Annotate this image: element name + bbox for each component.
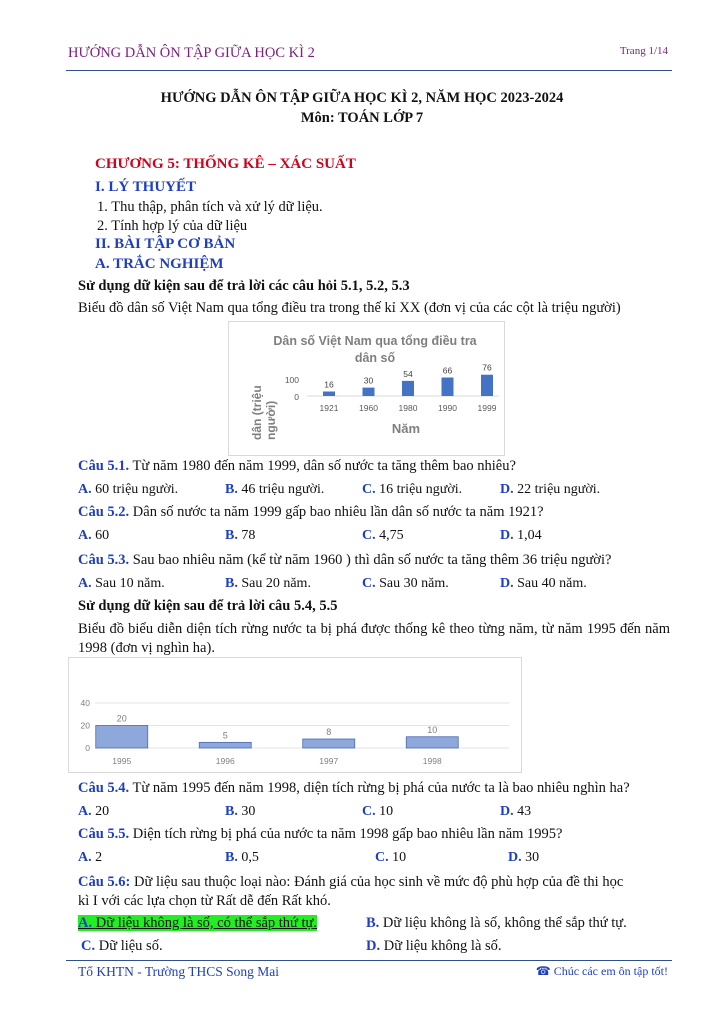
q55-option-b-label: B.	[225, 850, 238, 865]
q53-option-d-label: D.	[500, 576, 514, 591]
footer-divider	[66, 960, 672, 961]
q53-option-b[interactable]	[225, 576, 311, 592]
chart1-bar-1980	[402, 381, 414, 396]
question-5-1-text: Từ năm 1980 đến năm 1999, dân số nước ta tăng thêm bao nhiêu?	[132, 458, 516, 474]
chart2-ytick-40: 40	[80, 698, 90, 708]
page-number: Trang 1/14	[619, 45, 668, 57]
question-5-5-text: Diện tích rừng bị phá của nước ta năm 1998 gấp bao nhiêu lần năm 1995?	[132, 826, 563, 842]
chart1-title-line1: Dân số Việt Nam qua tổng điều tra	[273, 334, 477, 348]
question-5-2	[78, 504, 544, 521]
chart2-bar-1995	[96, 726, 148, 749]
chart1-ylabel-line2: người)	[264, 400, 278, 440]
document-title: HƯỚNG DẪN ÔN TẬP GIỮA HỌC KÌ 2, NĂM HỌC 2023-2024	[160, 90, 564, 106]
chart2-xtick-1995: 1995	[112, 756, 132, 766]
q51-option-d[interactable]	[500, 482, 600, 498]
chart2-value-label-1997: 8	[326, 727, 332, 737]
q55-option-b-text: 0,5	[241, 850, 259, 865]
q55-option-c[interactable]	[375, 850, 406, 866]
theory-item-1: 1. Thu thập, phân tích và xử lý dữ liệu.	[97, 199, 323, 215]
q54-option-c-text: 10	[379, 804, 394, 819]
q53-option-c[interactable]	[362, 576, 449, 592]
question-5-6-text-2: kì I với các lựa chọn từ Rất dễ đến Rất khó.	[78, 893, 331, 909]
chart2-bar-1997	[303, 739, 355, 748]
q56-option-b-text: Dữ liệu không là số, không thể sắp thứ tự.	[382, 915, 627, 931]
chart1-value-label-1980: 54	[403, 368, 413, 379]
q51-option-a[interactable]	[78, 482, 178, 498]
q51-option-a-label: A.	[78, 482, 92, 497]
q52-option-b[interactable]	[225, 528, 255, 544]
chart1-ytick-0: 0	[294, 392, 299, 402]
q54-option-d-text: 43	[517, 804, 532, 819]
q52-option-a-label: A.	[78, 528, 92, 543]
chart1-value-label-1999: 76	[482, 362, 492, 373]
chart1-xtick-1999: 1999	[477, 403, 497, 413]
q52-option-b-label: B.	[225, 528, 238, 543]
q52-option-d-label: D.	[500, 528, 514, 543]
header-title: HƯỚNG DẪN ÔN TẬP GIỮA HỌC KÌ 2	[68, 45, 315, 61]
question-5-6	[78, 874, 623, 891]
q56-option-d[interactable]	[366, 938, 502, 955]
chart1-bar-1921	[323, 392, 335, 396]
chart1-ylabel-line1: dân (triệu	[250, 385, 264, 440]
question-5-5	[78, 826, 562, 843]
section-exercises: II. BÀI TẬP CƠ BẢN	[95, 236, 236, 252]
chart1-xlabel: Năm	[391, 421, 421, 436]
q52-option-c[interactable]	[362, 528, 404, 544]
question-5-3	[78, 552, 611, 569]
q53-option-a[interactable]	[78, 576, 165, 592]
question-5-3-text: Sau bao nhiêu năm (kể từ năm 1960 ) thì dân số nước ta tăng thêm 36 triệu người?	[132, 552, 612, 568]
q56-option-b[interactable]	[366, 915, 627, 932]
chart2-xtick-1997: 1997	[319, 756, 339, 766]
chapter-heading: CHƯƠNG 5: THỐNG KÊ – XÁC SUẤT	[95, 156, 356, 172]
deforestation-chart	[68, 657, 522, 773]
q52-option-d[interactable]	[500, 528, 542, 544]
population-chart	[228, 321, 505, 456]
chart1-xtick-1960: 1960	[359, 403, 378, 413]
q54-option-b-text: 30	[241, 804, 256, 819]
desc-chart-1: Biểu đồ dân số Việt Nam qua tổng điều tra trong thế kỉ XX (đơn vị của các cột là triệu người)	[78, 300, 621, 316]
q55-option-c-label: C.	[375, 850, 389, 865]
chart2-value-label-1998: 10	[427, 724, 438, 735]
q56-option-c-label: C.	[81, 938, 96, 954]
q51-option-c-text: 16 triệu người.	[379, 482, 463, 497]
question-5-4	[78, 780, 630, 797]
q54-option-d-label: D.	[500, 804, 514, 819]
q55-option-d-text: 30	[525, 850, 540, 865]
intro-5-4: Sử dụng dữ kiện sau để trả lời câu 5.4, 5.5	[78, 598, 338, 614]
chart1-bar-1960	[363, 388, 375, 396]
q54-option-b-label: B.	[225, 804, 238, 819]
question-5-6-text: Dữ liệu sau thuộc loại nào: Đánh giá của học sinh về mức độ phù hợp của đề thi học	[134, 874, 624, 890]
q51-option-b-label: B.	[225, 482, 238, 497]
q55-option-d-label: D.	[508, 850, 522, 865]
question-5-4-label: Câu 5.4.	[78, 780, 130, 796]
q52-option-a-text: 60	[95, 528, 110, 543]
chart2-bar-1998	[406, 737, 458, 748]
question-5-3-label: Câu 5.3.	[78, 552, 130, 568]
chart1-ytick-100: 100	[284, 375, 299, 385]
q56-option-d-text: Dữ liệu không là số.	[383, 938, 502, 954]
chart1-value-label-1921: 16	[324, 379, 334, 390]
chart1-xtick-1980: 1980	[398, 403, 418, 413]
q55-option-a-text: 2	[95, 850, 103, 865]
section-multiple-choice: A. TRẮC NGHIỆM	[95, 256, 224, 272]
q51-option-a-text: 60 triệu người.	[95, 482, 179, 497]
footer-school: Tổ KHTN - Trường THCS Song Mai	[78, 964, 279, 979]
q52-option-c-label: C.	[362, 528, 376, 543]
q53-option-d[interactable]	[500, 576, 587, 592]
chart2-bar-1996	[199, 742, 251, 748]
q55-option-d[interactable]	[508, 850, 539, 866]
q53-option-c-label: C.	[362, 576, 376, 591]
chart1-value-label-1990: 66	[442, 365, 453, 376]
q51-option-d-text: 22 triệu người.	[517, 482, 601, 497]
chart1-value-label-1960: 30	[363, 375, 374, 386]
q54-option-a-label: A.	[78, 804, 92, 819]
question-5-1-label: Câu 5.1.	[78, 458, 130, 474]
chart2-xtick-1998: 1998	[422, 756, 442, 766]
q56-option-d-label: D.	[366, 938, 381, 954]
q54-option-a-text: 20	[95, 804, 110, 819]
population-chart-svg	[229, 322, 504, 455]
q54-option-a[interactable]	[78, 804, 109, 820]
q51-option-c[interactable]	[362, 482, 462, 498]
q56-option-c-text: Dữ liệu số.	[98, 938, 163, 954]
question-5-5-label: Câu 5.5.	[78, 826, 130, 842]
deforestation-chart-svg	[69, 658, 521, 772]
q54-option-c-label: C.	[362, 804, 376, 819]
chart1-xtick-1990: 1990	[438, 403, 457, 413]
q55-option-a[interactable]	[78, 850, 102, 866]
q56-option-a-label: A.	[78, 915, 93, 931]
q51-option-c-label: C.	[362, 482, 376, 497]
header-divider	[66, 70, 672, 71]
q54-option-b[interactable]	[225, 804, 255, 820]
q55-option-a-label: A.	[78, 850, 92, 865]
chart2-value-label-1995: 20	[116, 713, 127, 724]
q55-option-b[interactable]	[225, 850, 259, 866]
intro-5-1: Sử dụng dữ kiện sau để trả lời các câu hỏi 5.1, 5.2, 5.3	[78, 278, 410, 294]
q53-option-b-text: Sau 20 năm.	[241, 576, 311, 591]
q52-option-d-text: 1,04	[517, 528, 542, 543]
q53-option-b-label: B.	[225, 576, 238, 591]
chart2-ytick-0: 0	[85, 743, 90, 753]
q54-option-c[interactable]	[362, 804, 393, 820]
q51-option-b[interactable]	[225, 482, 324, 498]
question-5-2-label: Câu 5.2.	[78, 504, 130, 520]
chart1-xtick-1921: 1921	[319, 403, 339, 413]
q52-option-c-text: 4,75	[379, 528, 404, 543]
q53-option-d-text: Sau 40 năm.	[517, 576, 587, 591]
q53-option-c-text: Sau 30 năm.	[379, 576, 449, 591]
document-subject: Môn: TOÁN LỚP 7	[300, 110, 424, 126]
desc-chart-2: Biểu đồ biểu diễn diện tích rừng nước ta bị phá được thống kê theo từng năm, từ năm 1995 đến năm 1998 (đơn vị nghìn ha).	[78, 621, 670, 656]
q52-option-a[interactable]	[78, 528, 109, 544]
theory-item-2: 2. Tính hợp lý của dữ liệu	[97, 218, 248, 234]
question-5-6-label: Câu 5.6:	[78, 874, 131, 890]
question-5-4-text: Từ năm 1995 đến năm 1998, diện tích rừng bị phá của nước ta là bao nhiêu nghìn ha?	[132, 780, 630, 796]
chart2-value-label-1996: 5	[222, 730, 228, 741]
chart1-bar-1990	[442, 378, 454, 396]
q53-option-a-label: A.	[78, 576, 92, 591]
chart2-xtick-1996: 1996	[215, 756, 235, 766]
q56-option-a-text: Dữ liệu không là số, có thể sắp thứ tự.	[95, 915, 318, 931]
chart1-bar-1999	[481, 375, 493, 396]
q56-option-a[interactable]	[78, 915, 317, 932]
q52-option-b-text: 78	[241, 528, 256, 543]
chart2-ytick-20: 20	[80, 720, 90, 731]
q55-option-c-text: 10	[392, 850, 407, 865]
chart1-title-line2: dân số	[354, 351, 396, 365]
q51-option-d-label: D.	[500, 482, 514, 497]
q56-option-c[interactable]	[81, 938, 163, 955]
q53-option-a-text: Sau 10 năm.	[95, 576, 165, 591]
section-theory: I. LÝ THUYẾT	[95, 179, 197, 195]
q56-option-b-label: B.	[366, 915, 380, 931]
footer-message: ☎ Chúc các em ôn tập tốt!	[535, 964, 668, 978]
q56-option-a-highlight	[78, 915, 317, 931]
q54-option-d[interactable]	[500, 804, 531, 820]
q51-option-b-text: 46 triệu người.	[241, 482, 325, 497]
question-5-1	[78, 458, 516, 475]
question-5-2-text: Dân số nước ta năm 1999 gấp bao nhiêu lần dân số nước ta năm 1921?	[132, 504, 544, 520]
